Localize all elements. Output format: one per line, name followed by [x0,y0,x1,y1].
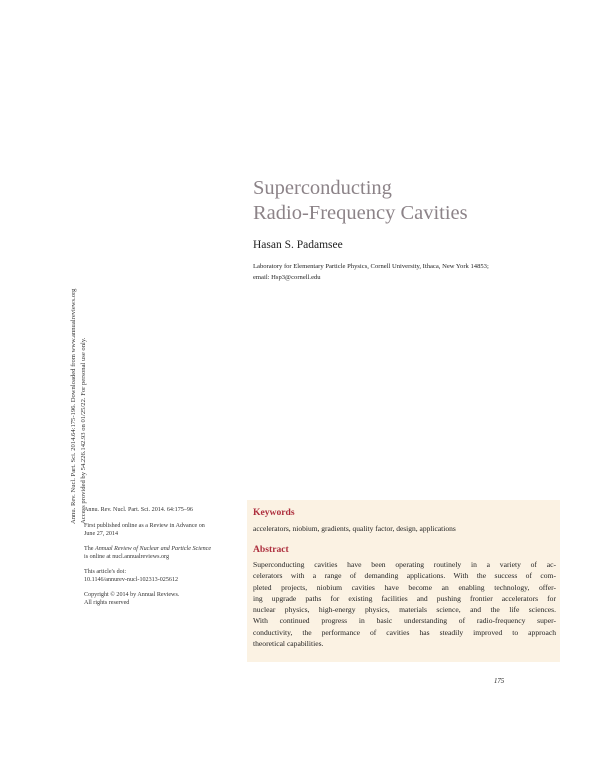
doi-link[interactable]: 10.1146/annurev-nucl-102313-025612 [84,577,179,583]
copyright: Copyright © 2014 by Annual Reviews. All rights reserved [84,591,180,606]
article-info [84,506,234,614]
abstract-line: celerators with a range of demanding applications. With the success of com- [253,571,556,581]
abstract-line: pleted projects, niobium cavities have become an enabling technology, offer- [253,582,556,592]
title-line-2: Radio-Frequency Cavities [253,202,468,224]
article-title [253,176,468,226]
journal-online-info: The Annual Review of Nuclear and Particle Science is online at nucl.annualreviews.org [84,545,212,560]
keywords-heading: Keywords [253,507,295,518]
page-number: 175 [494,678,505,685]
download-notice [69,289,88,524]
author-name: Hasan S. Padamsee [253,239,343,251]
download-notice-line-2: Access provided by 54.226.142.93 on 01/25/22. For personal use only. [79,337,87,524]
author-affiliation [253,261,553,283]
abstract-line: conductivity, the performance of cavities has steadily improved to approach [253,627,556,637]
abstract-line: nuclear physics, high-energy physics, materials science, and the life sciences. [253,605,556,615]
journal-name: Annual Review of Nuclear and Particle Science [95,545,212,552]
abstract-text [253,559,556,649]
author-email[interactable]: email: Hsp3@cornell.edu [253,274,321,281]
keywords-list: accelerators, niobium, gradients, quality factor, design, applications [253,524,456,533]
abstract-line: ing upgrade paths for existing facilities and pushing frontier accelerators for [253,593,556,603]
title-line-1: Superconducting [253,177,392,199]
download-notice-line-1: Annu. Rev. Nucl. Part. Sci. 2014.64:175-196. Downloaded from www.annualreviews.org [70,288,77,524]
abstract-line: Superconducting cavities have been operating routinely in a variety of ac- [253,560,556,569]
journal-url[interactable]: is online at nucl.annualreviews.org [84,554,170,560]
citation: Annu. Rev. Nucl. Part. Sci. 2014. 64:175–96 [84,507,193,513]
abstract-heading: Abstract [253,544,289,555]
abstract-line: theoretical capabilities. [253,639,324,649]
affiliation-line: Laboratory for Elementary Particle Physics, Cornell University, Ithaca, New York 14853; [253,263,489,270]
doi-info: This article's doi: 10.1146/annurev-nucl-102313-025612 [84,568,179,583]
publication-info: First published online as a Review in Advance on June 27, 2014 [84,522,205,537]
abstract-line: With continued progress in basic understanding of radio-frequency super- [253,616,556,626]
